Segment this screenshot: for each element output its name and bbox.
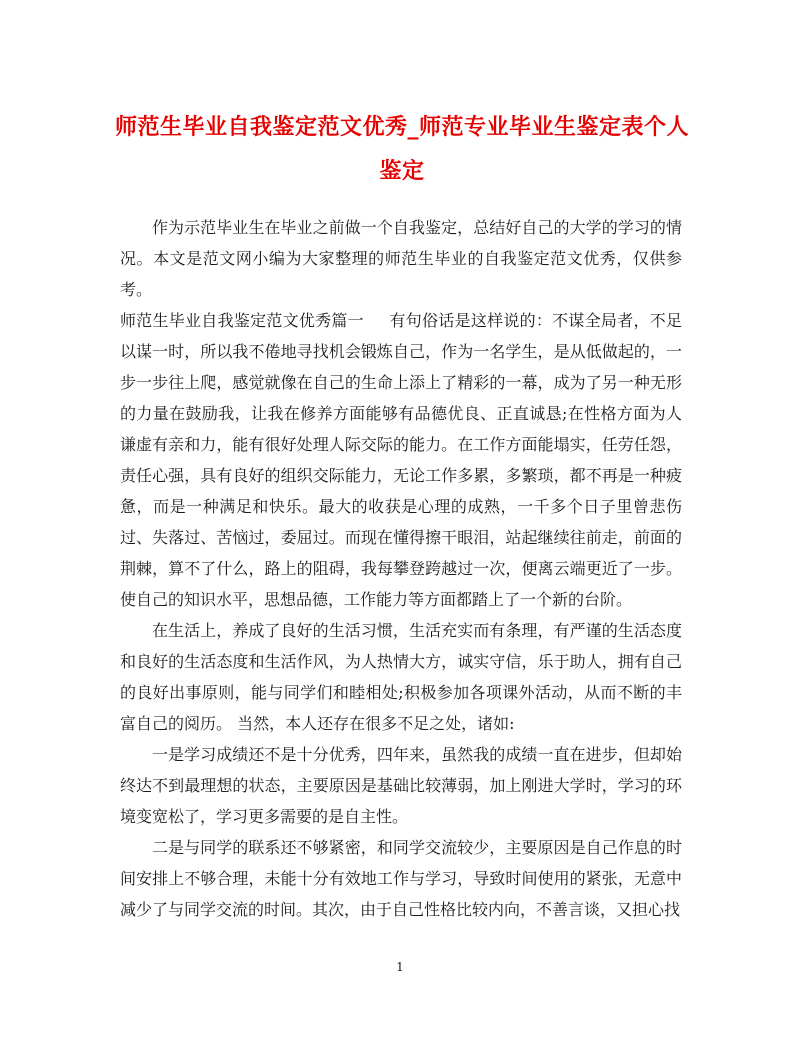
section-heading: 师范生毕业自我鉴定范文优秀篇一 <box>120 311 364 330</box>
shortcoming-one-paragraph: 一是学习成绩还不是十分优秀，四年来，虽然我的成绩一直在进步，但却始终达不到最理想的状态，主要原因是基础比较薄弱，加上刚进大学时，学习的环境变宽松了，学习更多需要的是自主性。 <box>120 745 682 826</box>
section-paragraph <box>120 305 682 615</box>
life-paragraph: 在生活上，养成了良好的生活习惯，生活充实而有条理，有严谨的生活态度和良好的生活态度和生活作风，为人热情大方，诚实守信，乐于助人，拥有自己的良好出事原则，能与同学们和睦相处;积极参加各项课外活动，从而不断的丰富自己的阅历。 当然，本人还存在很多不足之处，诸如: <box>120 621 682 733</box>
shortcoming-two-paragraph: 二是与同学的联系还不够紧密，和同学交流较少，主要原因是自己作息的时间安排上不够合理，未能十分有效地工作与学习，导致时间使用的紧张，无意中减少了与同学交流的时间。其次，由于自己性格比较内向，不善言谈，又担心找 <box>120 838 682 919</box>
intro-paragraph: 作为示范毕业生在毕业之前做一个自我鉴定，总结好自己的大学的学习的情况。本文是范文网小编为大家整理的师范生毕业的自我鉴定范文优秀，仅供参考。 <box>120 218 682 299</box>
page-title: 师范生毕业自我鉴定范文优秀_师范专业毕业生鉴定表个人鉴定 <box>114 114 689 184</box>
section-body: 有句俗话是这样说的：不谋全局者，不足以谋一时，所以我不倦地寻找机会锻炼自己，作为一名学生，是从低做起的，一步一步往上爬，感觉就像在自己的生命上添上了精彩的一幕，成为了另一种无形的力量在鼓励我，让我在修养方面能够有品德优良、正直诚恳;在性格方面为人谦虚有亲和力，能有很好处理人际交际的能力。在工作方面能塌实，任劳任怨，责任心强，具有良好的组织交际能力，无论工作多累，多繁琐，都不再是一种疲惫，而是一种满足和快乐。最大的收获是心理的成熟，一千多个日子里曾悲伤过、失落过、苦恼过，委屈过。而现在懂得擦干眼泪，站起继续往前走，前面的荆棘，算不了什么，路上的阻碍，我每攀登跨越过一次，便离云端更近了一步。使自己的知识水平，思想品德，工作能力等方面都踏上了一个新的台阶。 <box>120 311 682 609</box>
document-body <box>120 212 682 925</box>
page-number: 1 <box>396 960 404 974</box>
